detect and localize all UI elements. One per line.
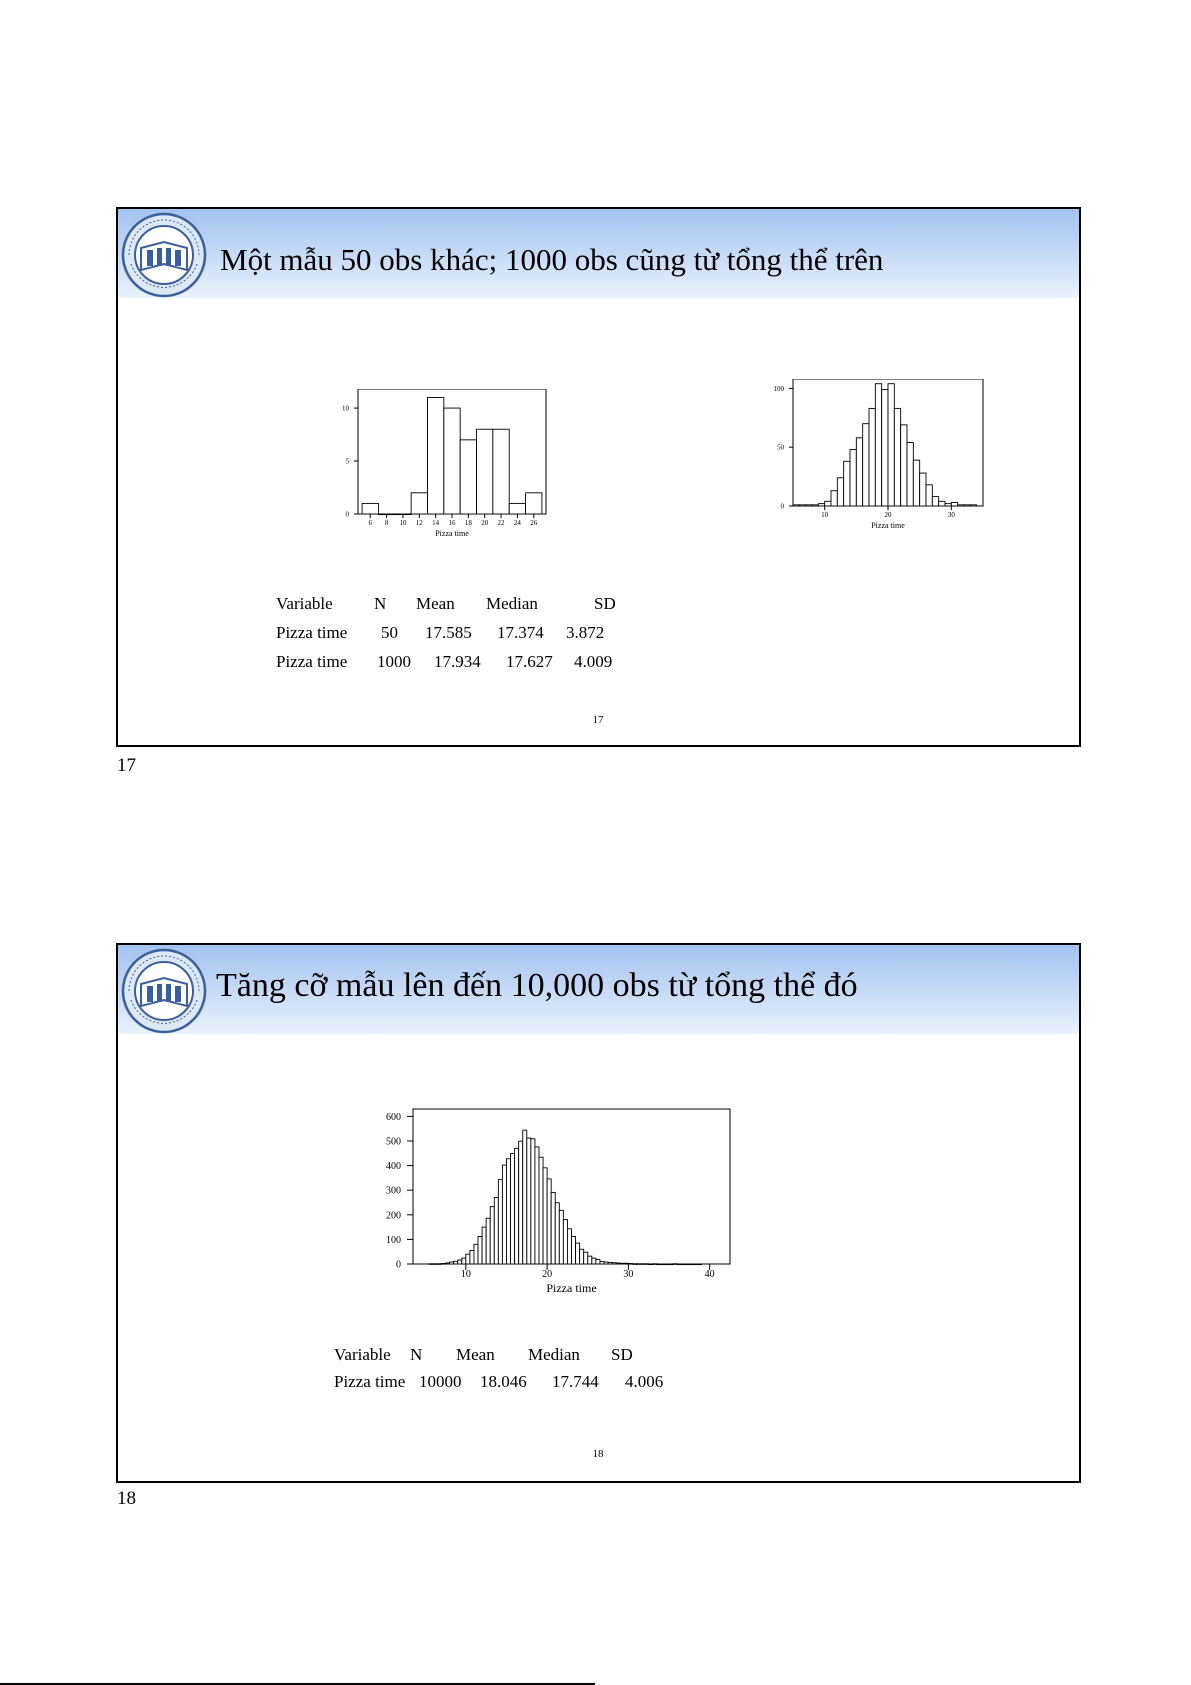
histogram-bar [608, 1263, 612, 1264]
slide-header [118, 209, 1079, 298]
slide-number: 17 [592, 714, 604, 726]
stats-header-median: Median [486, 594, 538, 613]
stats-row-2-n: 1000 [377, 652, 411, 671]
stats-header-n: N [410, 1345, 423, 1364]
histogram-bar [567, 1229, 571, 1264]
y-tick-label: 400 [386, 1161, 401, 1173]
histogram-bar [531, 1139, 535, 1264]
histogram-bar [547, 1179, 551, 1264]
histogram-bar [596, 1260, 600, 1264]
histogram-bar [869, 408, 875, 506]
histogram-bar [669, 1264, 673, 1265]
histogram-bar [584, 1252, 588, 1264]
histogram-bar [875, 384, 881, 506]
histogram-bar [825, 501, 831, 506]
stats-header-variable: Variable [276, 594, 333, 613]
stats-header-sd: SD [594, 594, 616, 613]
histogram-bar [502, 1165, 506, 1264]
histogram-bar [486, 1218, 490, 1264]
y-tick-label: 100 [386, 1234, 401, 1246]
histogram-bar [427, 397, 443, 514]
histogram-bar [970, 505, 976, 506]
histogram-bar [850, 450, 856, 506]
stats-row-1-n: 50 [381, 623, 398, 642]
histogram-bar [454, 1261, 458, 1264]
histogram-bar [951, 502, 957, 506]
x-tick-label: 30 [623, 1269, 634, 1280]
histogram-bar [559, 1210, 563, 1264]
x-tick-label: 26 [530, 519, 538, 527]
histogram-bar [913, 460, 919, 506]
histogram-bar [444, 408, 460, 514]
histogram-bar [474, 1244, 478, 1264]
stats-header-n: N [374, 594, 387, 613]
stats-header-mean: Mean [456, 1345, 495, 1364]
histogram-bar [673, 1264, 677, 1265]
histogram-bar [543, 1168, 547, 1264]
histogram-bar [466, 1254, 470, 1264]
x-tick-label: 30 [947, 511, 955, 519]
histogram-bar [863, 424, 869, 506]
histogram-bar [661, 1264, 665, 1265]
y-tick-label: 300 [386, 1185, 401, 1197]
histogram-bar [812, 505, 818, 506]
histogram-bar [894, 408, 900, 506]
histogram-bar [882, 390, 888, 506]
histogram-bar [441, 1264, 445, 1265]
histogram-bar [450, 1262, 454, 1264]
histogram-bar [527, 1138, 531, 1264]
slide-number: 18 [592, 1448, 604, 1460]
stats-row-1-sd: 4.006 [625, 1372, 664, 1391]
histogram-bar [511, 1154, 515, 1264]
slide-title: Một mẫu 50 obs khác; 1000 obs cũng từ tổng thể trên [220, 242, 884, 277]
x-tick-label: 20 [542, 1269, 553, 1280]
x-axis-title: Pizza time [435, 529, 469, 538]
stats-header-variable: Variable [334, 1345, 391, 1364]
x-tick-label: 10 [460, 1269, 471, 1280]
histogram-bar [477, 429, 493, 514]
y-tick-label: 5 [345, 457, 349, 466]
histogram-bar [645, 1264, 649, 1265]
stats-row-2-mean: 17.934 [434, 652, 481, 671]
histogram-bar [945, 504, 951, 506]
x-tick-label: 10 [821, 511, 829, 519]
y-tick-label: 50 [777, 443, 784, 452]
y-tick-label: 200 [386, 1210, 401, 1222]
x-tick-label: 20 [481, 519, 489, 527]
x-tick-label: 22 [497, 519, 505, 527]
stats-header-sd: SD [611, 1345, 633, 1364]
x-tick-label: 24 [513, 519, 521, 527]
histogram-1000-obs [653, 379, 993, 579]
histogram-bar [831, 491, 837, 506]
slide-title: Tăng cỡ mẫu lên đến 10,000 obs từ tổng thể đó [216, 967, 858, 1004]
y-tick-label: 0 [345, 510, 349, 519]
histogram-bar [888, 384, 894, 506]
histogram-bar [616, 1263, 620, 1264]
slide-18 [116, 943, 1081, 1483]
histogram-bar [901, 425, 907, 506]
histogram-bar [697, 1264, 701, 1265]
y-tick-label: 0 [780, 502, 784, 511]
y-tick-label: 500 [386, 1136, 401, 1148]
histogram-bar [964, 505, 970, 506]
histogram-bar [551, 1192, 555, 1264]
x-tick-label: 20 [884, 511, 892, 519]
histogram-bar [799, 505, 805, 506]
x-tick-label: 10 [399, 519, 407, 527]
histogram-bar [600, 1262, 604, 1264]
stats-row-1-variable: Pizza time [334, 1372, 406, 1391]
histogram-bar [926, 485, 932, 506]
histogram-bar [604, 1262, 608, 1264]
stats-header-median: Median [528, 1345, 580, 1364]
x-axis-title: Pizza time [871, 521, 905, 530]
page-number: 17 [117, 755, 136, 776]
histogram-bar [446, 1263, 450, 1264]
histogram-bar [588, 1256, 592, 1264]
x-tick-label: 8 [384, 519, 389, 527]
histogram-bar [555, 1203, 559, 1264]
histogram-bar [592, 1258, 596, 1264]
histogram-bar [793, 505, 799, 506]
histogram-bar [681, 1264, 685, 1265]
histogram-bar [576, 1243, 580, 1264]
histogram-bar [685, 1264, 689, 1265]
histogram-bar [693, 1264, 697, 1265]
histogram-bar [932, 497, 938, 506]
histogram-bar [535, 1147, 539, 1264]
histogram-bar [649, 1264, 653, 1265]
histogram-bar [653, 1264, 657, 1265]
faculty-logo-icon [121, 212, 207, 298]
x-tick-label: 12 [415, 519, 423, 527]
histogram-bar [665, 1264, 669, 1265]
histogram-bar [920, 473, 926, 506]
histogram-bar [493, 429, 509, 514]
histogram-10000-obs [373, 1105, 813, 1315]
y-tick-label: 10 [342, 404, 349, 413]
stats-header-mean: Mean [416, 594, 455, 613]
histogram-bar [539, 1157, 543, 1264]
histogram-bar [490, 1207, 494, 1264]
histogram-bar [939, 501, 945, 506]
x-tick-label: 6 [368, 519, 373, 527]
histogram-bar [433, 1264, 437, 1265]
histogram-bar [563, 1219, 567, 1264]
x-tick-label: 16 [448, 519, 456, 527]
stats-row-1-mean: 17.585 [425, 623, 472, 642]
histogram-bar [506, 1159, 510, 1264]
histogram-bar [478, 1236, 482, 1264]
stats-row-1-median: 17.374 [497, 623, 544, 642]
histogram-bar [628, 1264, 632, 1265]
histogram-50-obs [218, 389, 558, 589]
histogram-bar [657, 1264, 661, 1265]
histogram-bar [482, 1227, 486, 1264]
page-number: 18 [117, 1488, 136, 1509]
stats-row-1-sd: 3.872 [566, 623, 605, 642]
histogram-bar [624, 1263, 628, 1264]
slide-17 [116, 207, 1081, 747]
histogram-bar [632, 1264, 636, 1265]
histogram-bar [509, 503, 525, 514]
histogram-bar [523, 1130, 527, 1264]
histogram-bar [519, 1141, 523, 1264]
stats-row-1-median: 17.744 [552, 1372, 599, 1391]
x-tick-label: 14 [432, 519, 440, 527]
histogram-bar [580, 1249, 584, 1264]
histogram-bar [515, 1148, 519, 1264]
histogram-bar [907, 443, 913, 507]
stats-row-1-variable: Pizza time [276, 623, 348, 642]
y-tick-label: 0 [396, 1259, 401, 1271]
histogram-bar [844, 461, 850, 506]
histogram-bar [462, 1258, 466, 1264]
y-tick-label: 600 [386, 1111, 401, 1123]
histogram-bar [437, 1264, 441, 1265]
stats-row-1-n: 10000 [419, 1372, 462, 1391]
slide-header [118, 945, 1079, 1034]
histogram-bar [429, 1264, 433, 1265]
histogram-bar [498, 1180, 502, 1264]
stats-row-1-mean: 18.046 [480, 1372, 527, 1391]
histogram-bar [958, 505, 964, 506]
histogram-bar [572, 1236, 576, 1264]
x-axis-title: Pizza time [546, 1281, 597, 1295]
histogram-bar [818, 504, 824, 506]
histogram-bar [494, 1198, 498, 1264]
histogram-bar [526, 493, 542, 514]
histogram-bar [612, 1263, 616, 1264]
x-tick-label: 40 [704, 1269, 715, 1280]
histogram-bar [362, 503, 378, 514]
y-tick-label: 100 [773, 384, 784, 393]
faculty-logo-icon [121, 948, 207, 1034]
x-tick-label: 18 [464, 519, 472, 527]
stats-row-2-sd: 4.009 [574, 652, 613, 671]
histogram-bar [677, 1264, 681, 1265]
histogram-bar [458, 1260, 462, 1264]
histogram-bar [460, 440, 476, 514]
stats-row-2-variable: Pizza time [276, 652, 348, 671]
histogram-bar [411, 493, 427, 514]
histogram-bar [806, 505, 812, 506]
stats-row-2-median: 17.627 [506, 652, 553, 671]
histogram-bar [856, 438, 862, 506]
histogram-bar [689, 1264, 693, 1265]
stats-table [334, 1345, 734, 1405]
stats-table [276, 594, 676, 684]
histogram-bar [641, 1264, 645, 1265]
histogram-bar [837, 478, 843, 506]
histogram-bar [637, 1264, 641, 1265]
histogram-bar [620, 1263, 624, 1264]
histogram-bar [470, 1250, 474, 1264]
